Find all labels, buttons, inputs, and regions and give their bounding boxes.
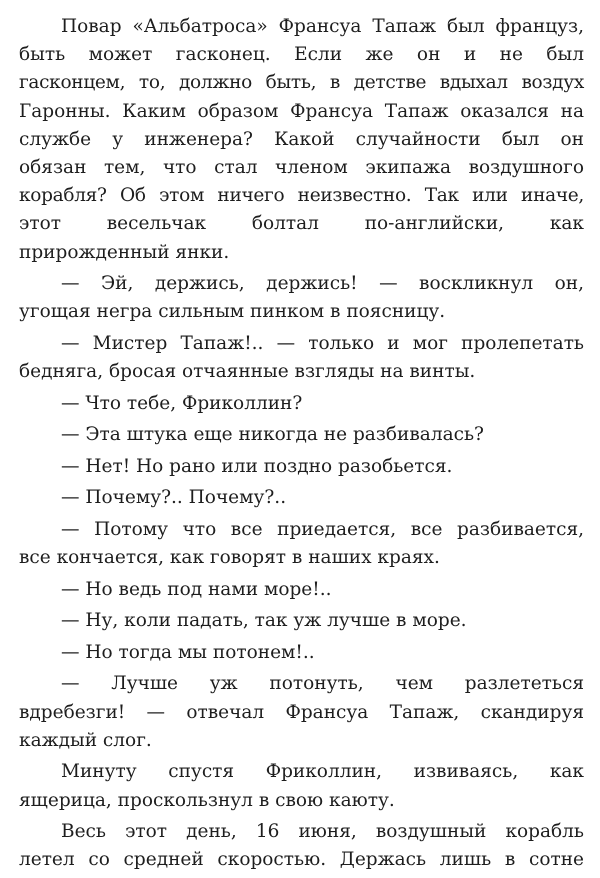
paragraph — [19, 453, 584, 481]
paragraph — [19, 576, 584, 604]
paragraph — [19, 330, 584, 386]
text-line: Весь этот день, 16 июня, воздушный корабль — [61, 821, 584, 843]
paragraph — [19, 421, 584, 449]
text-line: гасконцем, то, должно быть, в детстве вдыхал воздух — [19, 72, 584, 94]
text-line: ящерица, проскользнул в свою каюту. — [19, 789, 395, 811]
paragraph — [19, 390, 584, 418]
text-line: бедняга, бросая отчаянные взгляды на винты. — [19, 361, 476, 383]
text-line: — Эй, держись, держись! — воскликнул он, — [61, 273, 584, 295]
text-line: вдребезги! — отвечал Франсуа Тапаж, скандируя — [19, 701, 584, 723]
text-line: — Эта штука еще никогда не разбивалась? — [61, 424, 484, 446]
paragraph — [19, 670, 584, 755]
paragraph — [19, 818, 584, 874]
text-line: — Мистер Тапаж!.. — только и мог пролепетать — [61, 332, 584, 354]
paragraph — [19, 270, 584, 326]
text-line: — Почему?.. Почему?.. — [61, 487, 287, 509]
text-line: службе у инженера? Какой случайности был он — [19, 128, 584, 150]
text-line: корабля? Об этом ничего неизвестно. Так или иначе, — [19, 185, 584, 207]
text-line: — Что тебе, Фриколлин? — [61, 392, 303, 414]
paragraph — [19, 516, 584, 572]
text-line: все кончается, как говорят в наших краях. — [19, 547, 440, 569]
text-line: Минуту спустя Фриколлин, извиваясь, как — [61, 761, 584, 783]
paragraph — [19, 639, 584, 667]
text-line: — Но тогда мы потонем!.. — [61, 641, 315, 663]
text-line: угощая негра сильным пинком в поясницу. — [19, 301, 446, 323]
text-line: каждый слог. — [19, 729, 152, 751]
text-line: Гаронны. Каким образом Франсуа Тапаж оказался на — [19, 100, 584, 122]
paragraph — [19, 13, 584, 267]
text-line: — Ну, коли падать, так уж лучше в море. — [61, 610, 467, 632]
paragraph — [19, 484, 584, 512]
text-line: — Но ведь под нами море!.. — [61, 578, 332, 600]
text-line: летел со средней скоростью. Держась лишь в сотне — [19, 849, 584, 871]
text-line: Повар «Альбатроса» Франсуа Тапаж был француз, — [61, 16, 584, 37]
paragraph — [19, 758, 584, 814]
text-line: быть может гасконец. Если же он и не был — [19, 44, 584, 66]
book-page — [19, 13, 584, 878]
text-line: — Нет! Но рано или поздно разобьется. — [61, 455, 453, 477]
text-line: — Лучше уж потонуть, чем разлететься — [61, 673, 584, 695]
text-line: — Потому что все приедается, все разбивается, — [61, 518, 584, 540]
text-line: прирожденный янки. — [19, 241, 230, 263]
paragraph — [19, 607, 584, 635]
text-line: этот весельчак болтал по-английски, как — [19, 213, 584, 235]
text-line: обязан тем, что стал членом экипажа воздушного — [19, 156, 584, 178]
